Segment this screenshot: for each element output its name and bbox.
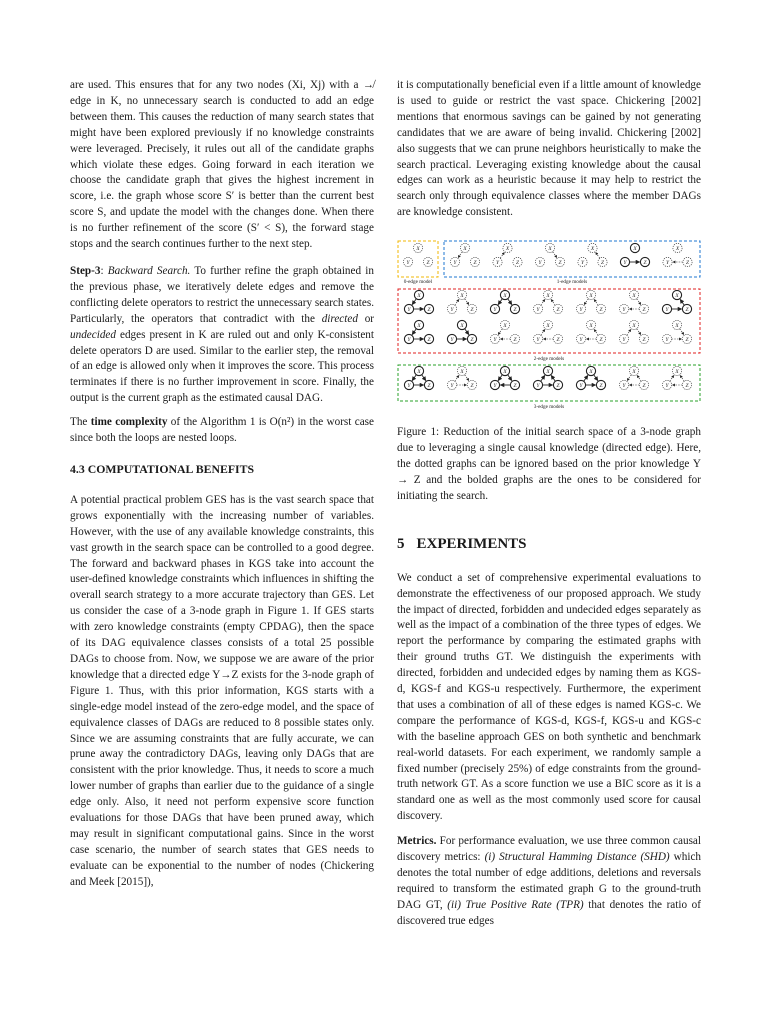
node-label: X bbox=[503, 293, 507, 300]
node-label: X bbox=[503, 323, 507, 330]
node-label: Y bbox=[450, 337, 454, 344]
node-label: X bbox=[548, 246, 552, 253]
node-label: Y bbox=[493, 337, 497, 344]
node-label: Z bbox=[642, 383, 646, 390]
edge-arrow bbox=[637, 299, 641, 305]
node-label: X bbox=[675, 246, 680, 253]
edge-arrow bbox=[412, 329, 416, 335]
node-label: Y bbox=[665, 383, 669, 390]
node-label: Z bbox=[513, 307, 517, 314]
paragraph-step3: Step-3: Backward Search. To further refine the graph obtained in the previous phase, we iteratively delete edges and remove the conflicting delete operators to restrict the unnecessary search states. Particularly, the operators that contradict with the directed or undecided edges present in K are ruled out and only K-consistent delete operators D are used. Similar to the earlier step, the removal of an edge is allowed only when it improves the score. This process terminates if there is no further improvement in score. Finally, the output is the current graph as the estimated causal DAG. bbox=[70, 264, 375, 405]
search-space-diagram bbox=[397, 239, 701, 411]
node-label: Z bbox=[642, 337, 646, 344]
node-label: X bbox=[416, 246, 420, 253]
node-label: Z bbox=[470, 337, 474, 344]
metrics-label: Metrics. bbox=[397, 835, 437, 848]
node-label: Z bbox=[556, 307, 560, 314]
node-label: Z bbox=[601, 260, 604, 267]
node-label: X bbox=[589, 323, 593, 330]
section-number: 5 bbox=[397, 535, 405, 552]
node-label: X bbox=[503, 369, 507, 376]
edge-arrow bbox=[412, 375, 416, 381]
figure-1 bbox=[397, 239, 701, 411]
node-label: X bbox=[675, 293, 679, 300]
edge-arrow bbox=[594, 299, 598, 305]
node-label: X bbox=[460, 323, 464, 330]
node-label: X bbox=[505, 246, 510, 253]
node-label: Z bbox=[427, 383, 431, 390]
edge-arrow bbox=[551, 299, 555, 305]
edge-arrow bbox=[670, 375, 674, 381]
edge-arrow bbox=[541, 299, 545, 305]
edge-arrow bbox=[465, 299, 469, 305]
node-label: X bbox=[546, 323, 550, 330]
node-label: X bbox=[589, 369, 593, 376]
one-edge-label: 1-edge models bbox=[556, 279, 588, 286]
edge-arrow bbox=[637, 375, 641, 381]
left-column bbox=[70, 78, 374, 891]
node-label: Y bbox=[538, 260, 542, 267]
node-label: Z bbox=[513, 337, 517, 344]
node-label: Z bbox=[470, 383, 474, 390]
tc-text-b: of the Algorithm 1 is O(n²) in the worst case since both the loops are nested loops. bbox=[70, 416, 374, 445]
node-label: Y bbox=[450, 383, 454, 390]
node-label: Y bbox=[579, 337, 583, 344]
node-label: Z bbox=[470, 307, 474, 314]
node-label: Y bbox=[407, 337, 411, 344]
node-label: Z bbox=[516, 260, 519, 267]
node-label: X bbox=[590, 246, 595, 253]
step3-title: Backward Search. bbox=[107, 264, 191, 277]
node-label: X bbox=[546, 293, 550, 300]
three-edge-label: 3-edge models bbox=[533, 404, 565, 411]
node-label: Y bbox=[581, 260, 584, 267]
step3-text-a: To further refine the graph obtained in the previous phase, we iteratively delete edges and remove the conflicting delete operators to restrict the unnecessary search states. Particularly, the operators that contradict with the bbox=[70, 264, 374, 325]
edge-arrow bbox=[455, 375, 459, 381]
metrics-text-b: which denotes the total number of edge additions, deletions and reversals required to transform the estimated graph G to the ground-truth DAG GT, bbox=[397, 851, 702, 911]
node-label: Y bbox=[493, 383, 497, 390]
node-label: X bbox=[633, 246, 637, 253]
tc-bold: time complexity bbox=[90, 416, 168, 429]
node-label: Z bbox=[427, 337, 431, 344]
node-label: Z bbox=[599, 337, 603, 344]
edge-arrow bbox=[680, 329, 684, 335]
node-label: Y bbox=[450, 307, 454, 314]
node-label: X bbox=[589, 293, 593, 300]
node-label: Y bbox=[406, 260, 410, 267]
tc-text-a: The bbox=[70, 416, 88, 429]
node-label: X bbox=[675, 323, 679, 330]
edge-arrow bbox=[498, 375, 502, 381]
node-label: Y bbox=[536, 307, 540, 314]
node-label: X bbox=[632, 369, 636, 376]
edge-arrow bbox=[422, 375, 426, 381]
node-label: X bbox=[632, 323, 636, 330]
edge-arrow bbox=[596, 252, 600, 258]
paragraph-experiments: We conduct a set of comprehensive experimental evaluations to demonstrate the effectiveness of our proposed approach. We study the impact of directed, forbidden and undecided edges separately as well as the impact of a combination of the three types of edges. We report the performance by comparing the estimated graphs with their ground truths GT. We distinguish the experiments with directed, forbidden and undecided edges by naming them as KGS-d, KGS-f and KGS-u respectively. Furthermore, the experiment that uses a combination of all of these edges is named KGS-c. We compare the performance of KGS-d, KGS-f, KGS-u and KGS-c with the baseline approach GES on both synthetic and benchmark real-world datasets. For each experiment, we randomly sample a fixed number (precisely 25%) of edge constraints from the ground-truth network GT. As a score function we use a BIC score as it is a standard one as well as the most commonly used score for causal discovery. bbox=[397, 571, 701, 823]
metrics-shd: (i) Structural Hamming Distance (SHD) bbox=[484, 851, 670, 864]
node-label: Y bbox=[536, 383, 540, 390]
edge-arrow bbox=[637, 329, 641, 335]
node-label: Y bbox=[579, 383, 583, 390]
section-title: EXPERIMENTS bbox=[416, 535, 527, 552]
edge-arrow bbox=[627, 375, 631, 381]
paragraph-time-complexity bbox=[70, 415, 374, 447]
node-label: X bbox=[675, 369, 679, 376]
node-label: X bbox=[460, 369, 464, 376]
figure-caption: Figure 1: Reduction of the initial search space of a 3-node graph due to leveraging a single causal knowledge (directed edge). Here, the dotted graphs can be ignored based on the prior knowledge Y → Z and the bolded graphs are the ones to be considered for initiating the search. bbox=[397, 426, 701, 502]
edge-arrow bbox=[412, 299, 416, 305]
node-label: X bbox=[632, 293, 636, 300]
paragraph-metrics bbox=[397, 834, 701, 929]
section-heading-4-3: 4.3 COMPUTATIONAL BENEFITS bbox=[70, 461, 255, 476]
node-label: X bbox=[460, 293, 464, 300]
node-label: Y bbox=[407, 307, 411, 314]
edge-arrow bbox=[465, 375, 469, 381]
node-label: Z bbox=[685, 383, 689, 390]
node-label: Z bbox=[556, 337, 560, 344]
one-edge-box bbox=[444, 241, 700, 277]
edge-arrow bbox=[553, 252, 557, 258]
node-label: Z bbox=[685, 337, 689, 344]
node-label: Y bbox=[665, 307, 669, 314]
node-label: Y bbox=[453, 260, 457, 267]
paragraph-top: it is computationally beneficial even if a little amount of knowledge is used to guide or restrict the vast space. Chickering [2002] mentions that enormous savings can be gained by not generating candidates that we are aware of being invalid. Chickering [2002] also suggests that we can prune neighbors heuristically to make the search practical. Leveraging existing knowledge about the causal edges can work as a heuristic because it may help to restrict the search only through equivalence classes where the member DAGs are knowledge consistent. bbox=[397, 79, 701, 219]
node-label: X bbox=[463, 246, 467, 253]
edge-arrow bbox=[458, 252, 462, 258]
two-edge-label: 2-edge models bbox=[533, 356, 565, 363]
section-heading-5 bbox=[397, 535, 701, 553]
node-label: Y bbox=[407, 383, 411, 390]
zero-edge-label: 0-edge model bbox=[403, 279, 433, 286]
node-label: Z bbox=[685, 307, 689, 314]
edge-arrow bbox=[594, 329, 598, 335]
node-label: Y bbox=[622, 307, 626, 314]
edge-arrow bbox=[465, 329, 469, 335]
node-label: Y bbox=[579, 307, 583, 314]
node-label: Z bbox=[599, 383, 603, 390]
step3-directed: directed bbox=[321, 312, 358, 325]
edge-arrow bbox=[508, 375, 512, 381]
edge-arrow bbox=[541, 375, 545, 381]
edge-arrow bbox=[584, 299, 588, 305]
edge-arrow bbox=[541, 329, 545, 335]
node-label: X bbox=[417, 369, 421, 376]
node-label: Y bbox=[622, 337, 626, 344]
node-label: Y bbox=[493, 307, 497, 314]
edge-arrow bbox=[594, 375, 598, 381]
node-label: Z bbox=[426, 260, 430, 267]
node-label: Y bbox=[666, 260, 669, 267]
step3-undecided: undecided bbox=[70, 328, 116, 341]
metrics-text-c: that denotes the ratio of discovered true edges bbox=[397, 898, 701, 927]
step3-label: Step-3 bbox=[70, 264, 101, 277]
node-label: Z bbox=[643, 260, 647, 267]
step3-or: or bbox=[364, 312, 375, 325]
node-label: Z bbox=[513, 383, 517, 390]
metrics-tpr: (ii) True Positive Rate (TPR) bbox=[447, 898, 584, 911]
node-label: Y bbox=[623, 260, 627, 267]
edge-arrow bbox=[498, 329, 502, 335]
node-label: Z bbox=[473, 260, 477, 267]
metrics-text-a: For performance evaluation, we use three common causal discovery metrics: bbox=[397, 835, 701, 864]
edge-arrow bbox=[498, 299, 502, 305]
node-label: Z bbox=[558, 260, 562, 267]
edge-arrow bbox=[680, 375, 684, 381]
edge-arrow bbox=[551, 375, 555, 381]
node-label: X bbox=[417, 323, 421, 330]
edge-arrow bbox=[680, 299, 684, 305]
node-label: Z bbox=[642, 307, 646, 314]
node-label: Y bbox=[536, 337, 540, 344]
edge-arrow bbox=[584, 375, 588, 381]
step3-text-b: edges present in K are ruled out and only K-consistent delete operators D are used. Similar to the earlier step, the removal of an edge is allowed only when it improves the score. This process terminates if there is no further improvement in score. Finally, the output is the current graph as the estimated causal DAG. bbox=[70, 328, 375, 405]
node-label: Z bbox=[427, 307, 431, 314]
node-label: Z bbox=[599, 307, 603, 314]
node-label: X bbox=[546, 369, 550, 376]
edge-arrow bbox=[508, 299, 512, 305]
paragraph-intro: are used. This ensures that for any two nodes (Xi, Xj) with a ↛ edge in K, no unnecessary search is conducted to add an edge between them. This causes the reduction of many search states that might have been explored previously if no knowledge constraints were leveraged. Precisely, it rules out all of the candidate graphs which violate these edges. Going forward in each iteration we choose the candidate graph that gives the highest increment in score, i.e. the graph whose score S′ is better than the current best score S, and update the model with the changes done. When there is no further refinement of the score (S′ < S), the forward stage stops and the search continues further to the next step. bbox=[70, 79, 374, 251]
edge-arrow bbox=[455, 299, 459, 305]
node-label: Y bbox=[665, 337, 669, 344]
edge-arrow bbox=[627, 329, 631, 335]
node-label: X bbox=[417, 293, 421, 300]
edge-arrow bbox=[500, 252, 504, 258]
paragraph-benefits: A potential practical problem GES has is the vast search space that grows exponentially with the increasing number of variables. However, with the use of any available knowledge constraints, this vast growth in the search space can be controlled to a good degree. The forward and backward phases in KGS take into account the user-defined knowledge constraints which influences in shifting the overall search strategy to a more accurate trajectory than GES. Let us consider the case of a 3-node graph in Figure 1. If GES starts with zero knowledge constraints (empty CPDAG), then the space of its DAG equivalence classes consists of a total 25 possible DAGs to choose from. Now, we suppose we are aware of the prior knowledge that a directed edge Y→Z exists for the 3-node graph of Figure 1. Thus, with this prior information, KGS starts with a single-edge model instead of the zero-edge model, and the space of equivalence classes of DAGs are reduced to 8 possible states only. Since we are assuming constraints that are fully accurate, we can prune away the contradictory DAGs, leaving only DAGs that are consistent with the prior knowledge. Thus, it needs to score a much lower number of graphs than earlier due to the guidance of a single edge only. Also, it need not perform expensive score function evaluations for those DAGs that have been pruned away, which may result in significant computational gains. Since in the worst case scenario, the number of search states that GES needs to evaluate can be exponential to the number of nodes (Chickering and Meek [2015]), bbox=[70, 493, 374, 888]
node-label: Y bbox=[622, 383, 626, 390]
node-label: Z bbox=[556, 383, 560, 390]
node-label: Z bbox=[686, 260, 689, 267]
right-column bbox=[397, 78, 701, 930]
node-label: Y bbox=[496, 260, 499, 267]
